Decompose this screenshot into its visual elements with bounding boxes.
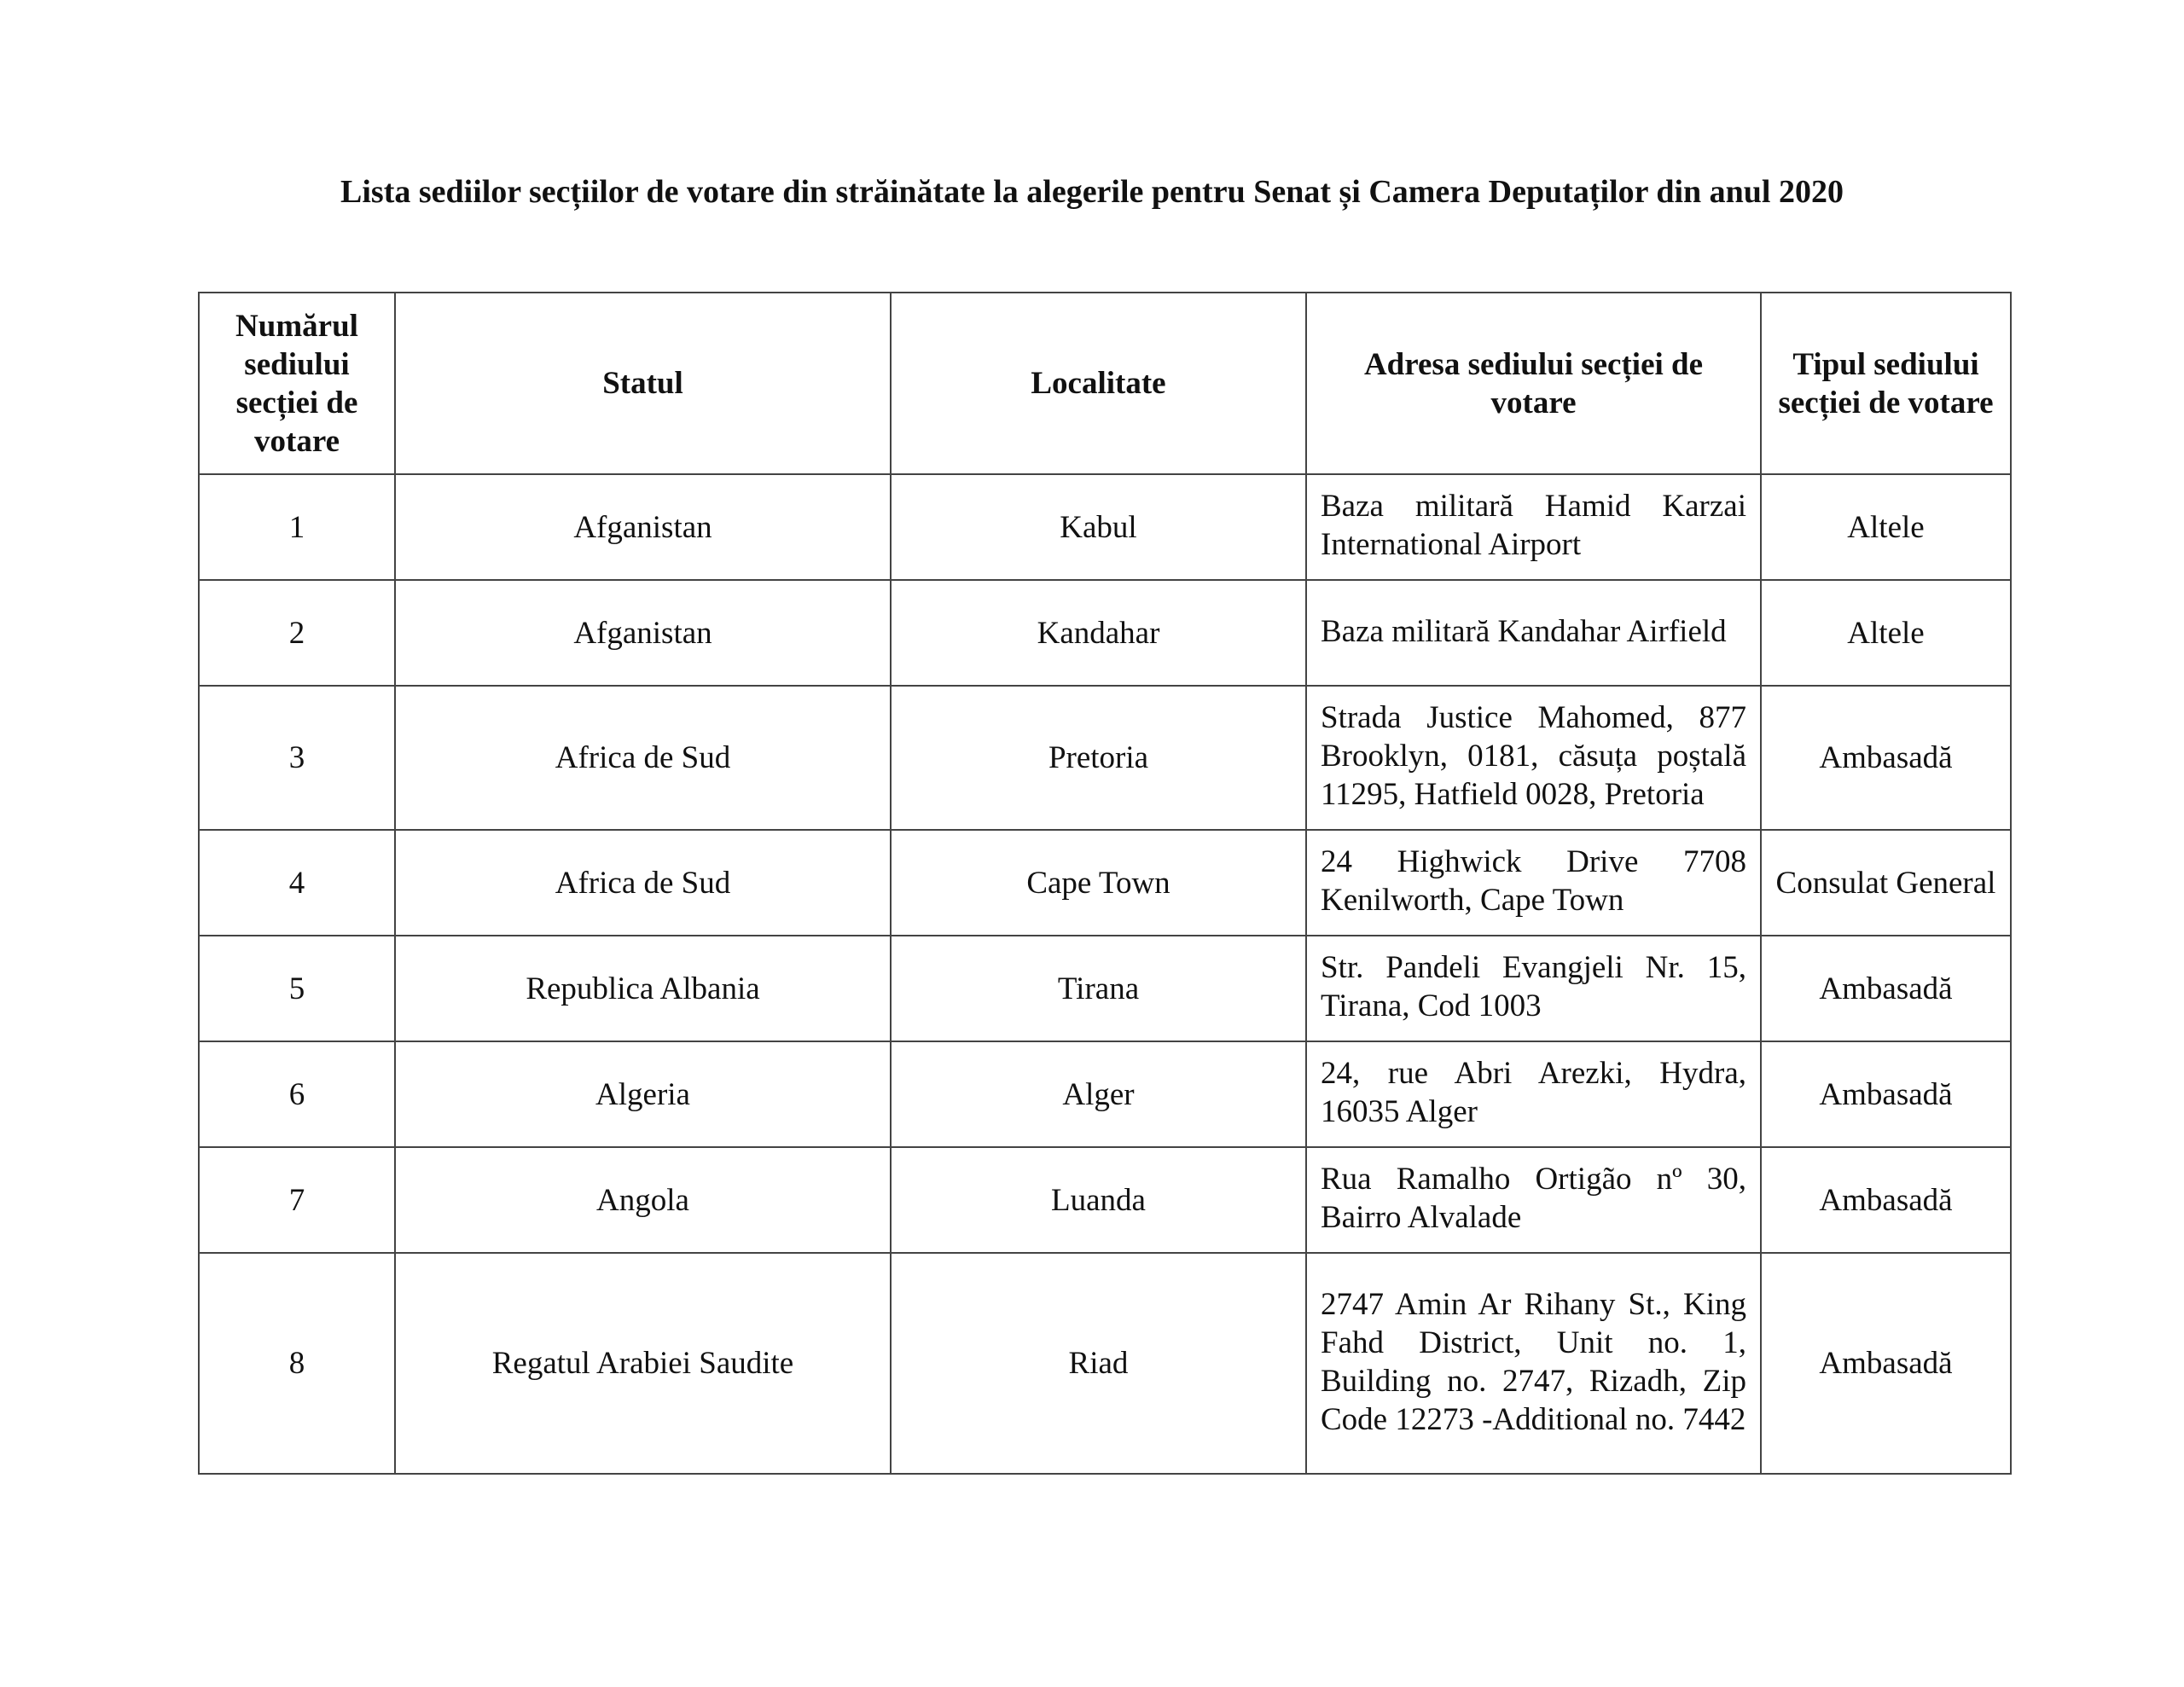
- address-cell: 24, rue Abri Arezki, Hydra, 16035 Alger: [1306, 1041, 1761, 1147]
- state-cell: Africa de Sud: [395, 686, 891, 830]
- table-row: [199, 936, 2011, 1041]
- station-type-cell: Altele: [1761, 580, 2011, 686]
- address-cell: Baza militară Kandahar Airfield: [1306, 580, 1761, 686]
- station-number-cell: 2: [199, 580, 395, 686]
- state-cell: Angola: [395, 1147, 891, 1253]
- table-row: [199, 1041, 2011, 1147]
- table-row: [199, 474, 2011, 580]
- table-row: [199, 830, 2011, 936]
- column-header-number: Numărul sediului secției de votare: [199, 293, 395, 474]
- state-cell: Algeria: [395, 1041, 891, 1147]
- locality-cell: Kandahar: [891, 580, 1306, 686]
- station-number-cell: 1: [199, 474, 395, 580]
- table-row: [199, 580, 2011, 686]
- table-row: [199, 686, 2011, 830]
- table-row: [199, 1147, 2011, 1253]
- locality-cell: Riad: [891, 1253, 1306, 1474]
- state-cell: Regatul Arabiei Saudite: [395, 1253, 891, 1474]
- state-cell: Afganistan: [395, 580, 891, 686]
- column-header-type: Tipul sediului secției de votare: [1761, 293, 2011, 474]
- station-type-cell: Altele: [1761, 474, 2011, 580]
- address-cell: Str. Pandeli Evangjeli Nr. 15, Tirana, Cod 1003: [1306, 936, 1761, 1041]
- page-title: Lista sediilor secțiilor de votare din străinătate la alegerile pentru Senat și Camera Deputaților din anul 2020: [340, 174, 1844, 210]
- station-number-cell: 8: [199, 1253, 395, 1474]
- table-row: [199, 1253, 2011, 1474]
- address-cell: Baza militară Hamid Karzai International Airport: [1306, 474, 1761, 580]
- locality-cell: Luanda: [891, 1147, 1306, 1253]
- state-cell: Republica Albania: [395, 936, 891, 1041]
- station-type-cell: Ambasadă: [1761, 686, 2011, 830]
- station-number-cell: 5: [199, 936, 395, 1041]
- station-type-cell: Consulat General: [1761, 830, 2011, 936]
- column-header-address: Adresa sediului secției de votare: [1306, 293, 1761, 474]
- station-type-cell: Ambasadă: [1761, 1147, 2011, 1253]
- state-cell: Afganistan: [395, 474, 891, 580]
- locality-cell: Pretoria: [891, 686, 1306, 830]
- station-number-cell: 6: [199, 1041, 395, 1147]
- address-cell: Strada Justice Mahomed, 877 Brooklyn, 0181, căsuța poștală 11295, Hatfield 0028, Pretoria: [1306, 686, 1761, 830]
- locality-cell: Tirana: [891, 936, 1306, 1041]
- locality-cell: Alger: [891, 1041, 1306, 1147]
- column-header-locality: Localitate: [891, 293, 1306, 474]
- station-type-cell: Ambasadă: [1761, 1041, 2011, 1147]
- station-type-cell: Ambasadă: [1761, 936, 2011, 1041]
- station-number-cell: 3: [199, 686, 395, 830]
- address-cell: 24 Highwick Drive 7708 Kenilworth, Cape Town: [1306, 830, 1761, 936]
- address-cell: Rua Ramalho Ortigão nº 30, Bairro Alvalade: [1306, 1147, 1761, 1253]
- station-number-cell: 4: [199, 830, 395, 936]
- locality-cell: Cape Town: [891, 830, 1306, 936]
- station-type-cell: Ambasadă: [1761, 1253, 2011, 1474]
- state-cell: Africa de Sud: [395, 830, 891, 936]
- table-header-row: [199, 293, 2011, 474]
- polling-stations-table: [198, 292, 2012, 1475]
- locality-cell: Kabul: [891, 474, 1306, 580]
- address-cell: 2747 Amin Ar Rihany St., King Fahd District, Unit no. 1, Building no. 2747, Rizadh, Zip Code 12273 -Additional no. 7442: [1306, 1253, 1761, 1474]
- column-header-state: Statul: [395, 293, 891, 474]
- station-number-cell: 7: [199, 1147, 395, 1253]
